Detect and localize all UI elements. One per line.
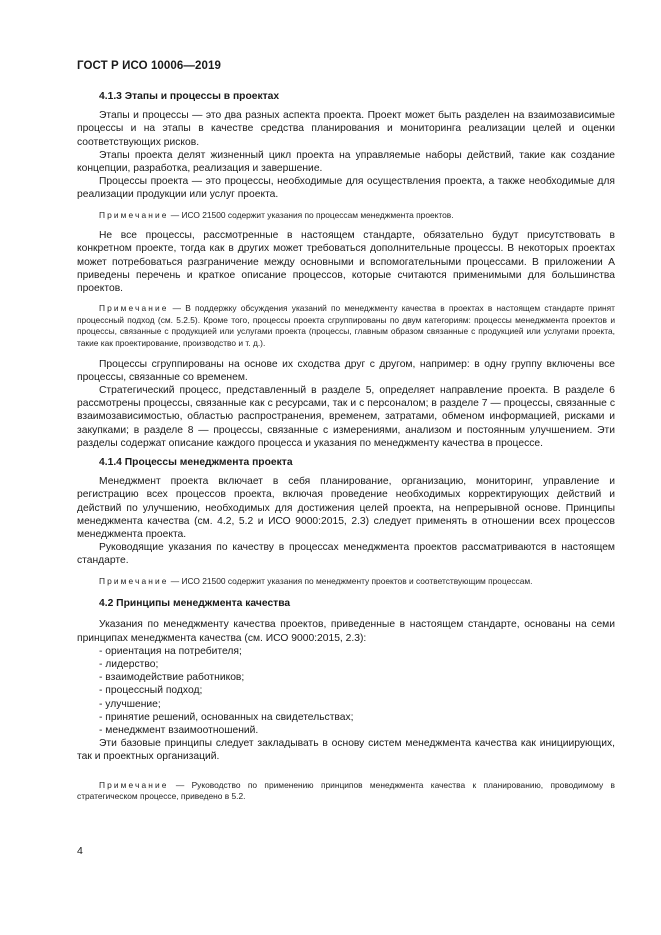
list-item: - лидерство; — [99, 659, 159, 671]
note — [77, 780, 615, 803]
note-text: — Руководство по применению принципов менеджмента качества к планированию, проводимому в стратегическом процессе, приведено в 5.2. — [77, 779, 615, 802]
paragraph: Не все процессы, рассмотренные в настоящем стандарте, обязательно будут присутствовать в конкретном проекте, тогда как в других может требоваться дополнительные процессы. В некоторых проектах может потребоваться разграничение между основными и вспомогательными процессами. В приложении А приведены перечень и краткое описание процессов, которые считаются применимыми для большинства проектов. — [77, 230, 615, 295]
paragraph: Указания по менеджменту качества проектов, приведенные в настоящем стандарте, основаны на семи принципах менеджмента качества (см. ИСО 9000:2015, 2.3): — [77, 619, 615, 644]
paragraph: Эти базовые принципы следует закладывать в основу систем менеджмента качества как инициирующих, так и проектных организаций. — [77, 738, 615, 763]
list-item: - принятие решений, основанных на свидетельствах; — [99, 711, 354, 723]
principles-list — [77, 645, 615, 737]
note-label: Примечание — [99, 209, 169, 220]
list-item: - менеджмент взаимоотношений. — [99, 725, 259, 737]
paragraph: Менеджмент проекта включает в себя планирование, организацию, мониторинг, управление и регистрацию всех процессов проекта, включая проведение необходимых корректирующих действий и действий по улучшению, необходимых для достижения целей проекта, на непрерывной основе. Принципы менеджмента качества (см. 4.2, 5.2 и ИСО 9000:2015, 2.3) следует применять в отношении всех процессов менеджмента проекта. — [77, 476, 615, 541]
note — [77, 576, 615, 588]
paragraph: Этапы и процессы — это два разных аспекта проекта. Проект может быть разделен на взаимозависимые процессы и на этапы в качестве средства планирования и мониторинга реализации целей и оценки соответствующих рисков. — [77, 110, 615, 148]
list-item: - взаимодействие работников; — [99, 672, 245, 684]
section-heading-4-1-3: 4.1.3 Этапы и процессы в проектах — [99, 91, 280, 102]
section-heading-4-1-4: 4.1.4 Процессы менеджмента проекта — [99, 457, 293, 469]
note-text: — ИСО 21500 содержит указания по менеджменту проектов и соответствующим процессам. — [168, 575, 533, 586]
page-body — [77, 90, 615, 803]
note-label: Примечание — [99, 779, 169, 790]
document-header: ГОСТ Р ИСО 10006—2019 — [77, 60, 222, 72]
paragraph: Процессы проекта — это процессы, необходимые для осуществления проекта, а также необходимые для реализации продукции или услуг проекта. — [77, 176, 615, 201]
note-label: Примечание — [99, 303, 169, 314]
list-item: - ориентация на потребителя; — [99, 645, 242, 657]
paragraph: Этапы проекта делят жизненный цикл проекта на управляемые наборы действий, такие как создание концепции, разработка, реализация и завершение. — [77, 149, 615, 175]
list-item: - процессный подход; — [99, 685, 203, 697]
note-text: — В поддержку обсуждения указаний по менеджменту качества в проектах в настоящем стандарте принят процессный подход (см. 5.2.5). Кроме того, процессы проекта сгруппированы по двум категориям: процессы менеджмента проектов и процессы, связанные с продукцией или услугами проекта (процессы, главным образом связанные с продукцией или услугами проекта, такие как проектирование, производство и т. д.). — [77, 303, 615, 349]
section-heading-4-2: 4.2 Принципы менеджмента качества — [99, 598, 291, 610]
paragraph: Стратегический процесс, представленный в разделе 5, определяет направление проекта. В разделе 6 рассмотрены процессы, связанные как с ресурсами, так и с персоналом; в разделе 7 — процессы, связанные с взаимозависимостью, областью распространения, временем, затратами, обменом информацией, рисками и закупками; в разделе 8 — процессы, связанные с измерениями, анализом и постоянным улучшением. Эти разделы содержат описание каждого процесса и указания по менеджменту качества в процессе. — [77, 385, 615, 449]
note-label: Примечание — [99, 575, 169, 586]
list-item: - улучшение; — [99, 698, 161, 710]
paragraph: Процессы сгруппированы на основе их сходства друг с другом, например: в одну группу включены все процессы, связанные со временем. — [77, 358, 615, 383]
note — [77, 303, 615, 349]
note — [77, 210, 615, 222]
page-number: 4 — [77, 845, 83, 857]
note-text: — ИСО 21500 содержит указания по процессам менеджмента проектов. — [168, 209, 454, 220]
paragraph: Руководящие указания по качеству в процессах менеджмента проектов рассматриваются в настоящем стандарте. — [77, 542, 615, 567]
